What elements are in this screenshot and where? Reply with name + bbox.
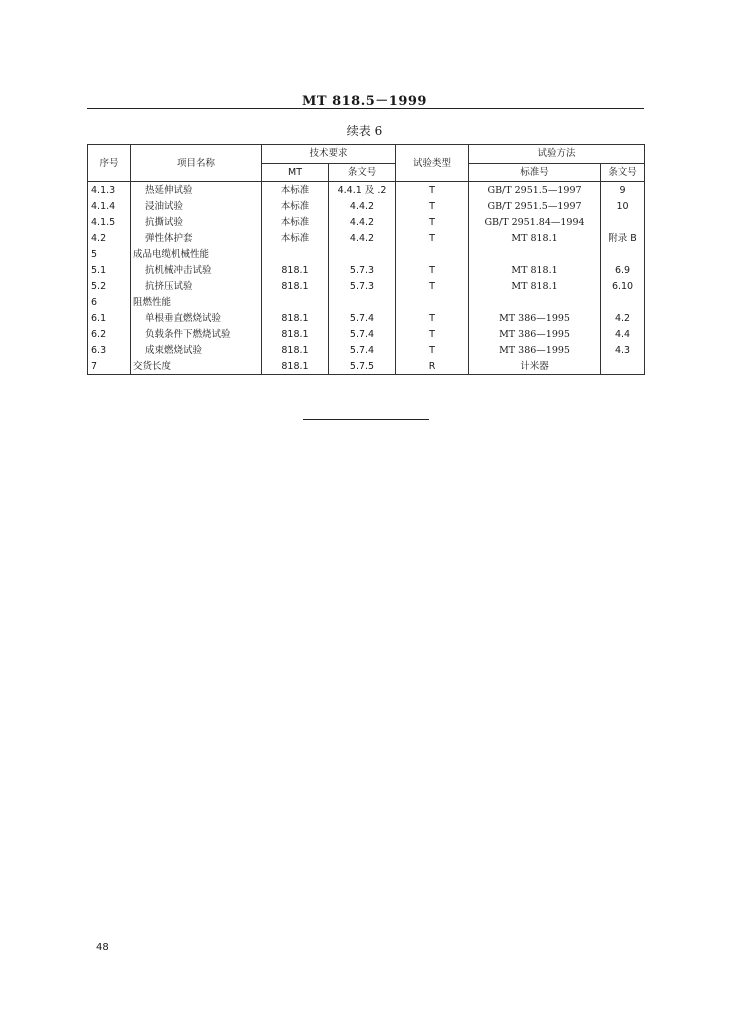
cell-seq: 5	[88, 246, 131, 262]
cell-standard: MT 818.1	[469, 230, 601, 246]
cell-method-clause	[601, 358, 645, 375]
table-row	[88, 198, 645, 214]
cell-seq: 4.2	[88, 230, 131, 246]
col-header-method-clause: 条文号	[601, 163, 645, 182]
cell-standard: 计米器	[469, 358, 601, 375]
cell-standard: MT 818.1	[469, 278, 601, 294]
cell-item-name: 成束燃烧试验	[131, 342, 262, 358]
cell-clause: 5.7.3	[329, 278, 396, 294]
cell-seq: 4.1.3	[88, 182, 131, 199]
cell-item-name: 阻燃性能	[131, 294, 262, 310]
table-body	[88, 182, 645, 375]
table-row	[88, 262, 645, 278]
col-header-mt: MT	[262, 163, 329, 182]
cell-test-type: T	[396, 278, 469, 294]
cell-standard: GB/T 2951.84—1994	[469, 214, 601, 230]
table-row	[88, 230, 645, 246]
cell-seq: 5.1	[88, 262, 131, 278]
cell-test-type: T	[396, 326, 469, 342]
table-row	[88, 278, 645, 294]
col-header-test-method: 试验方法	[469, 145, 645, 164]
cell-method-clause	[601, 214, 645, 230]
cell-item-name: 浸油试验	[131, 198, 262, 214]
cell-clause	[329, 246, 396, 262]
cell-seq: 4.1.4	[88, 198, 131, 214]
col-header-standard: 标准号	[469, 163, 601, 182]
cell-mt: 本标准	[262, 214, 329, 230]
cell-method-clause: 9	[601, 182, 645, 199]
cell-item-name: 单根垂直燃烧试验	[131, 310, 262, 326]
table-row	[88, 326, 645, 342]
cell-clause	[329, 294, 396, 310]
table-row	[88, 182, 645, 199]
cell-method-clause: 4.2	[601, 310, 645, 326]
cell-item-name: 抗撕试验	[131, 214, 262, 230]
cell-clause: 5.7.5	[329, 358, 396, 375]
cell-method-clause	[601, 246, 645, 262]
cell-clause: 5.7.3	[329, 262, 396, 278]
cell-method-clause: 6.10	[601, 278, 645, 294]
cell-test-type: T	[396, 182, 469, 199]
cell-test-type: R	[396, 358, 469, 375]
cell-test-type	[396, 294, 469, 310]
table-row	[88, 294, 645, 310]
test-items-table	[87, 144, 645, 375]
cell-test-type: T	[396, 230, 469, 246]
cell-clause: 4.4.2	[329, 198, 396, 214]
cell-item-name: 热延伸试验	[131, 182, 262, 199]
cell-mt: 818.1	[262, 326, 329, 342]
cell-seq: 5.2	[88, 278, 131, 294]
cell-clause: 5.7.4	[329, 326, 396, 342]
cell-clause: 4.4.2	[329, 230, 396, 246]
cell-method-clause: 6.9	[601, 262, 645, 278]
cell-seq: 6.3	[88, 342, 131, 358]
cell-standard: MT 386—1995	[469, 326, 601, 342]
col-header-test-type: 试验类型	[396, 145, 469, 182]
cell-clause: 5.7.4	[329, 310, 396, 326]
document-header: MT 818.5－1999	[302, 94, 427, 109]
cell-method-clause: 附录 B	[601, 230, 645, 246]
table-row	[88, 246, 645, 262]
cell-method-clause: 10	[601, 198, 645, 214]
cell-standard	[469, 246, 601, 262]
table-row	[88, 358, 645, 375]
end-rule	[303, 419, 429, 420]
cell-item-name: 抗挤压试验	[131, 278, 262, 294]
cell-standard: GB/T 2951.5—1997	[469, 198, 601, 214]
cell-method-clause: 4.4	[601, 326, 645, 342]
cell-mt	[262, 246, 329, 262]
cell-item-name: 弹性体护套	[131, 230, 262, 246]
cell-method-clause: 4.3	[601, 342, 645, 358]
cell-mt: 本标准	[262, 198, 329, 214]
cell-test-type: T	[396, 214, 469, 230]
col-header-clause: 条文号	[329, 163, 396, 182]
cell-clause: 4.4.1 及 .2	[329, 182, 396, 199]
table-row	[88, 342, 645, 358]
cell-standard	[469, 294, 601, 310]
cell-item-name: 负载条件下燃烧试验	[131, 326, 262, 342]
cell-seq: 6	[88, 294, 131, 310]
table-row	[88, 310, 645, 326]
col-header-seq: 序号	[88, 145, 131, 182]
cell-mt: 本标准	[262, 182, 329, 199]
table-row	[88, 214, 645, 230]
cell-seq: 7	[88, 358, 131, 375]
cell-mt: 818.1	[262, 278, 329, 294]
cell-method-clause	[601, 294, 645, 310]
cell-test-type: T	[396, 262, 469, 278]
header-rule	[87, 108, 644, 109]
col-header-tech-req: 技术要求	[262, 145, 396, 164]
cell-mt: 818.1	[262, 358, 329, 375]
cell-test-type: T	[396, 198, 469, 214]
table-caption: 续表 6	[346, 124, 383, 138]
col-header-name: 项目名称	[131, 145, 262, 182]
cell-seq: 6.2	[88, 326, 131, 342]
cell-mt	[262, 294, 329, 310]
cell-seq: 4.1.5	[88, 214, 131, 230]
cell-item-name: 抗机械冲击试验	[131, 262, 262, 278]
cell-mt: 818.1	[262, 342, 329, 358]
cell-item-name: 成品电缆机械性能	[131, 246, 262, 262]
cell-standard: GB/T 2951.5—1997	[469, 182, 601, 199]
cell-seq: 6.1	[88, 310, 131, 326]
cell-test-type	[396, 246, 469, 262]
table-head	[88, 145, 645, 182]
cell-clause: 5.7.4	[329, 342, 396, 358]
cell-standard: MT 818.1	[469, 262, 601, 278]
table-container	[87, 144, 644, 375]
cell-mt: 818.1	[262, 262, 329, 278]
cell-clause: 4.4.2	[329, 214, 396, 230]
cell-mt: 818.1	[262, 310, 329, 326]
cell-item-name: 交货长度	[131, 358, 262, 375]
cell-standard: MT 386—1995	[469, 310, 601, 326]
cell-test-type: T	[396, 342, 469, 358]
page-number: 48	[96, 942, 109, 953]
cell-mt: 本标准	[262, 230, 329, 246]
cell-test-type: T	[396, 310, 469, 326]
cell-standard: MT 386—1995	[469, 342, 601, 358]
